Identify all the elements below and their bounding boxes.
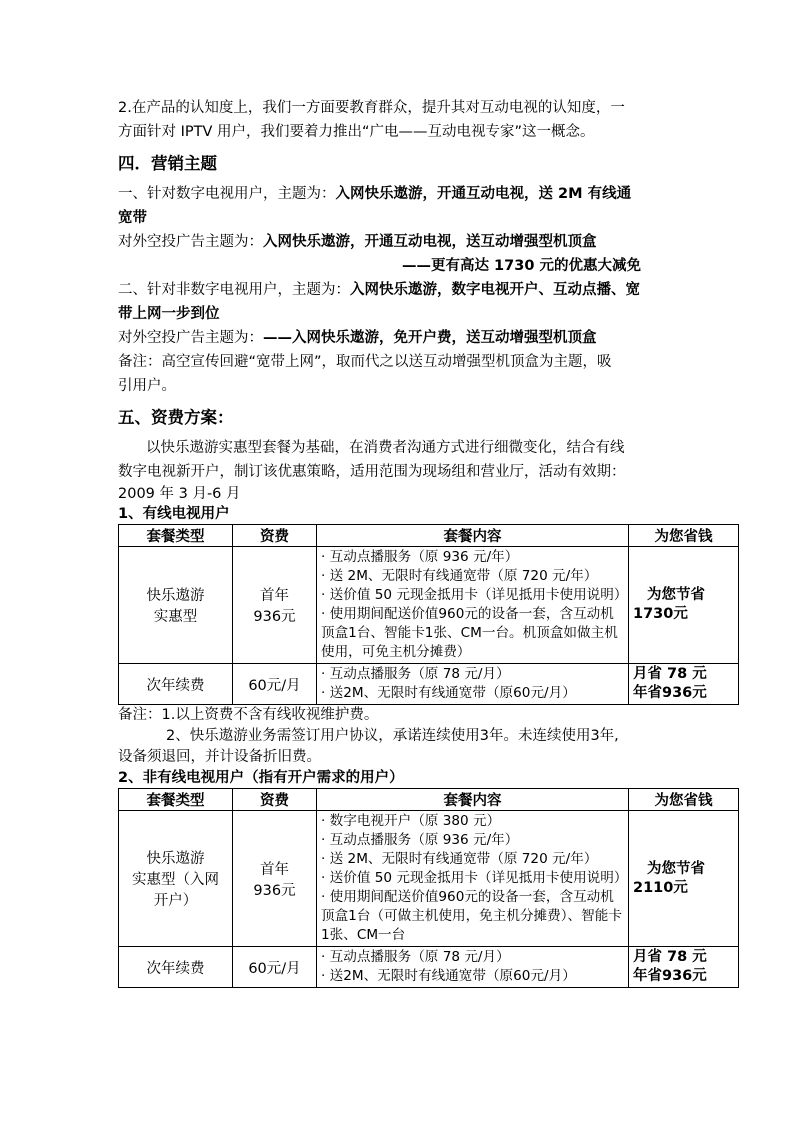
notes-line-1: 备注：1.以上资费不含有线收视维护费。 <box>118 707 379 723</box>
savings-line: 为您节省 <box>647 587 705 603</box>
header-savings: 为您省钱 <box>629 789 739 811</box>
section-4-note-line-2: 引用户。 <box>118 378 176 394</box>
content-item: · 互动点播服务（原 936 元/年） <box>321 832 519 848</box>
theme-2 <box>118 278 738 302</box>
theme-1-slogan: 入网快乐遨游，开通互动电视，送 2M 有线通 <box>335 186 632 202</box>
notes-line-2: 2、快乐遨游业务需签订用户协议，承诺连续使用3年。未连续使用3年, <box>166 728 619 744</box>
package-type-cell <box>119 811 233 947</box>
content-item: · 送 2M、无限时有线通宽带（原 720 元/年） <box>321 851 598 867</box>
content-item: · 使用期间配送价值960元的设备一套，含互动机顶盒1台、智能卡1张、CM一台。机顶盒如做主机使用，可免主机分摊费） <box>321 606 618 660</box>
savings-cell <box>629 664 739 705</box>
intro-line-1: 2.在产品的认知度上，我们一方面要教育群众，提升其对互动电视的认知度，一 <box>118 100 625 116</box>
fee-cell: 60元/月 <box>233 947 317 988</box>
section-4-heading: 四．营销主题 <box>118 154 217 173</box>
content-item: · 送价值 50 元现金抵用卡（详见抵用卡使用说明） <box>321 587 628 603</box>
content-item: · 数字电视开户（原 380 元） <box>321 813 501 829</box>
content-item: · 互动点播服务（原 78 元/月） <box>321 666 510 682</box>
savings-line: 月省 78 元 <box>633 666 707 682</box>
header-package-type: 套餐类型 <box>119 525 233 547</box>
package-content-cell <box>317 947 629 988</box>
package-type-line: 开户） <box>153 893 198 909</box>
section-5-para-line-3: 2009 年 3 月-6 月 <box>118 486 241 502</box>
intro-line-2: 方面针对 IPTV 用户，我们要着力推出“广电——互动电视专家”这一概念。 <box>118 124 595 140</box>
notes-line-3: 设备须退回，并计设备折旧费。 <box>118 749 321 765</box>
savings-cell <box>629 811 739 947</box>
ad-theme-1-prefix: 对外空投广告主题为： <box>118 234 263 250</box>
savings-line: 年省936元 <box>633 685 707 701</box>
package-content-cell <box>317 547 629 664</box>
content-item: · 互动点播服务（原 78 元/月） <box>321 949 510 965</box>
header-package-content: 套餐内容 <box>317 525 629 547</box>
ad-theme-1-slogan: 入网快乐遨游，开通互动电视，送互动增强型机顶盒 <box>263 234 597 250</box>
ad-theme-2-prefix: 对外空投广告主题为： <box>118 330 263 346</box>
theme-1 <box>118 182 738 206</box>
section-5-para-line-2: 数字电视新开户，制订该优惠策略，适用范围为现场组和营业厅，活动有效期： <box>118 464 626 480</box>
content-item: · 送2M、无限时有线通宽带（原60元/月） <box>321 968 576 984</box>
table-row <box>119 947 739 988</box>
content-item: · 送 2M、无限时有线通宽带（原 720 元/年） <box>321 568 598 584</box>
savings-line: 年省936元 <box>633 968 707 984</box>
savings-line: 月省 78 元 <box>633 949 707 965</box>
fee-line: 936元 <box>253 609 296 625</box>
content-item: · 送2M、无限时有线通宽带（原60元/月） <box>321 685 576 701</box>
package-content-cell <box>317 811 629 947</box>
fee-cell: 60元/月 <box>233 664 317 705</box>
fee-cell <box>233 811 317 947</box>
theme-1-prefix: 一、针对数字电视用户，主题为： <box>118 186 336 202</box>
ad-theme-2-slogan: ——入网快乐遨游，免开户费，送互动增强型机顶盒 <box>263 330 597 346</box>
savings-line: 2110元 <box>633 879 688 896</box>
section-5-heading: 五、资费方案： <box>118 408 234 427</box>
content-item: · 使用期间配送价值960元的设备一套，含互动机顶盒1台（可做主机使用，免主机分摊费）、智能卡1张、CM一台 <box>321 889 622 943</box>
header-package-content: 套餐内容 <box>317 789 629 811</box>
table-header-row <box>119 525 739 547</box>
section-4-note-line-1: 备注：高空宣传回避“宽带上网”，取而代之以送互动增强型机顶盒为主题，吸 <box>118 354 612 370</box>
header-fee: 资费 <box>233 525 317 547</box>
table-row <box>119 811 739 947</box>
fee-line: 首年 <box>260 861 289 878</box>
savings-line: 1730元 <box>633 606 688 622</box>
theme-2-cont: 带上网一步到位 <box>118 306 220 322</box>
fee-table-cable-users <box>118 524 739 705</box>
package-type-line: 实惠型 <box>153 609 198 625</box>
package-type-cell: 次年续费 <box>119 664 233 705</box>
fee-table-non-cable-users <box>118 788 739 988</box>
package-type-cell: 次年续费 <box>119 947 233 988</box>
table-row <box>119 547 739 664</box>
ad-theme-1 <box>118 230 738 254</box>
ad-theme-2 <box>118 326 738 350</box>
package-type-line: 实惠型（入网 <box>132 872 219 888</box>
table-header-row <box>119 789 739 811</box>
package-type-cell <box>119 547 233 664</box>
savings-cell <box>629 547 739 664</box>
section-5-para-line-1: 以快乐遨游实惠型套餐为基础，在消费者沟通方式进行细微变化，结合有线 <box>146 440 625 456</box>
table-2-title: 2、非有线电视用户（指有开户需求的用户） <box>118 770 404 786</box>
ad-theme-1-sub: ——更有高达 1730 元的优惠大减免 <box>402 258 641 274</box>
header-savings: 为您省钱 <box>629 525 739 547</box>
savings-line: 为您节省 <box>647 860 705 877</box>
table-1-title: 1、有线电视用户 <box>118 506 230 522</box>
header-package-type: 套餐类型 <box>119 789 233 811</box>
header-fee: 资费 <box>233 789 317 811</box>
package-type-line: 快乐遨游 <box>146 588 205 604</box>
fee-cell <box>233 547 317 664</box>
document-page <box>118 96 738 988</box>
package-type-line: 快乐遨游 <box>146 851 205 867</box>
savings-cell <box>629 947 739 988</box>
theme-2-slogan: 入网快乐遨游，数字电视开户、互动点播、宽 <box>350 282 640 298</box>
theme-1-cont: 宽带 <box>118 210 147 226</box>
theme-2-prefix: 二、针对非数字电视用户，主题为： <box>118 282 350 298</box>
content-item: · 互动点播服务（原 936 元/年） <box>321 549 519 565</box>
table-row <box>119 664 739 705</box>
package-content-cell <box>317 664 629 705</box>
fee-line: 936元 <box>253 882 296 899</box>
fee-line: 首年 <box>260 588 289 604</box>
content-item: · 送价值 50 元现金抵用卡（详见抵用卡使用说明） <box>321 870 628 886</box>
